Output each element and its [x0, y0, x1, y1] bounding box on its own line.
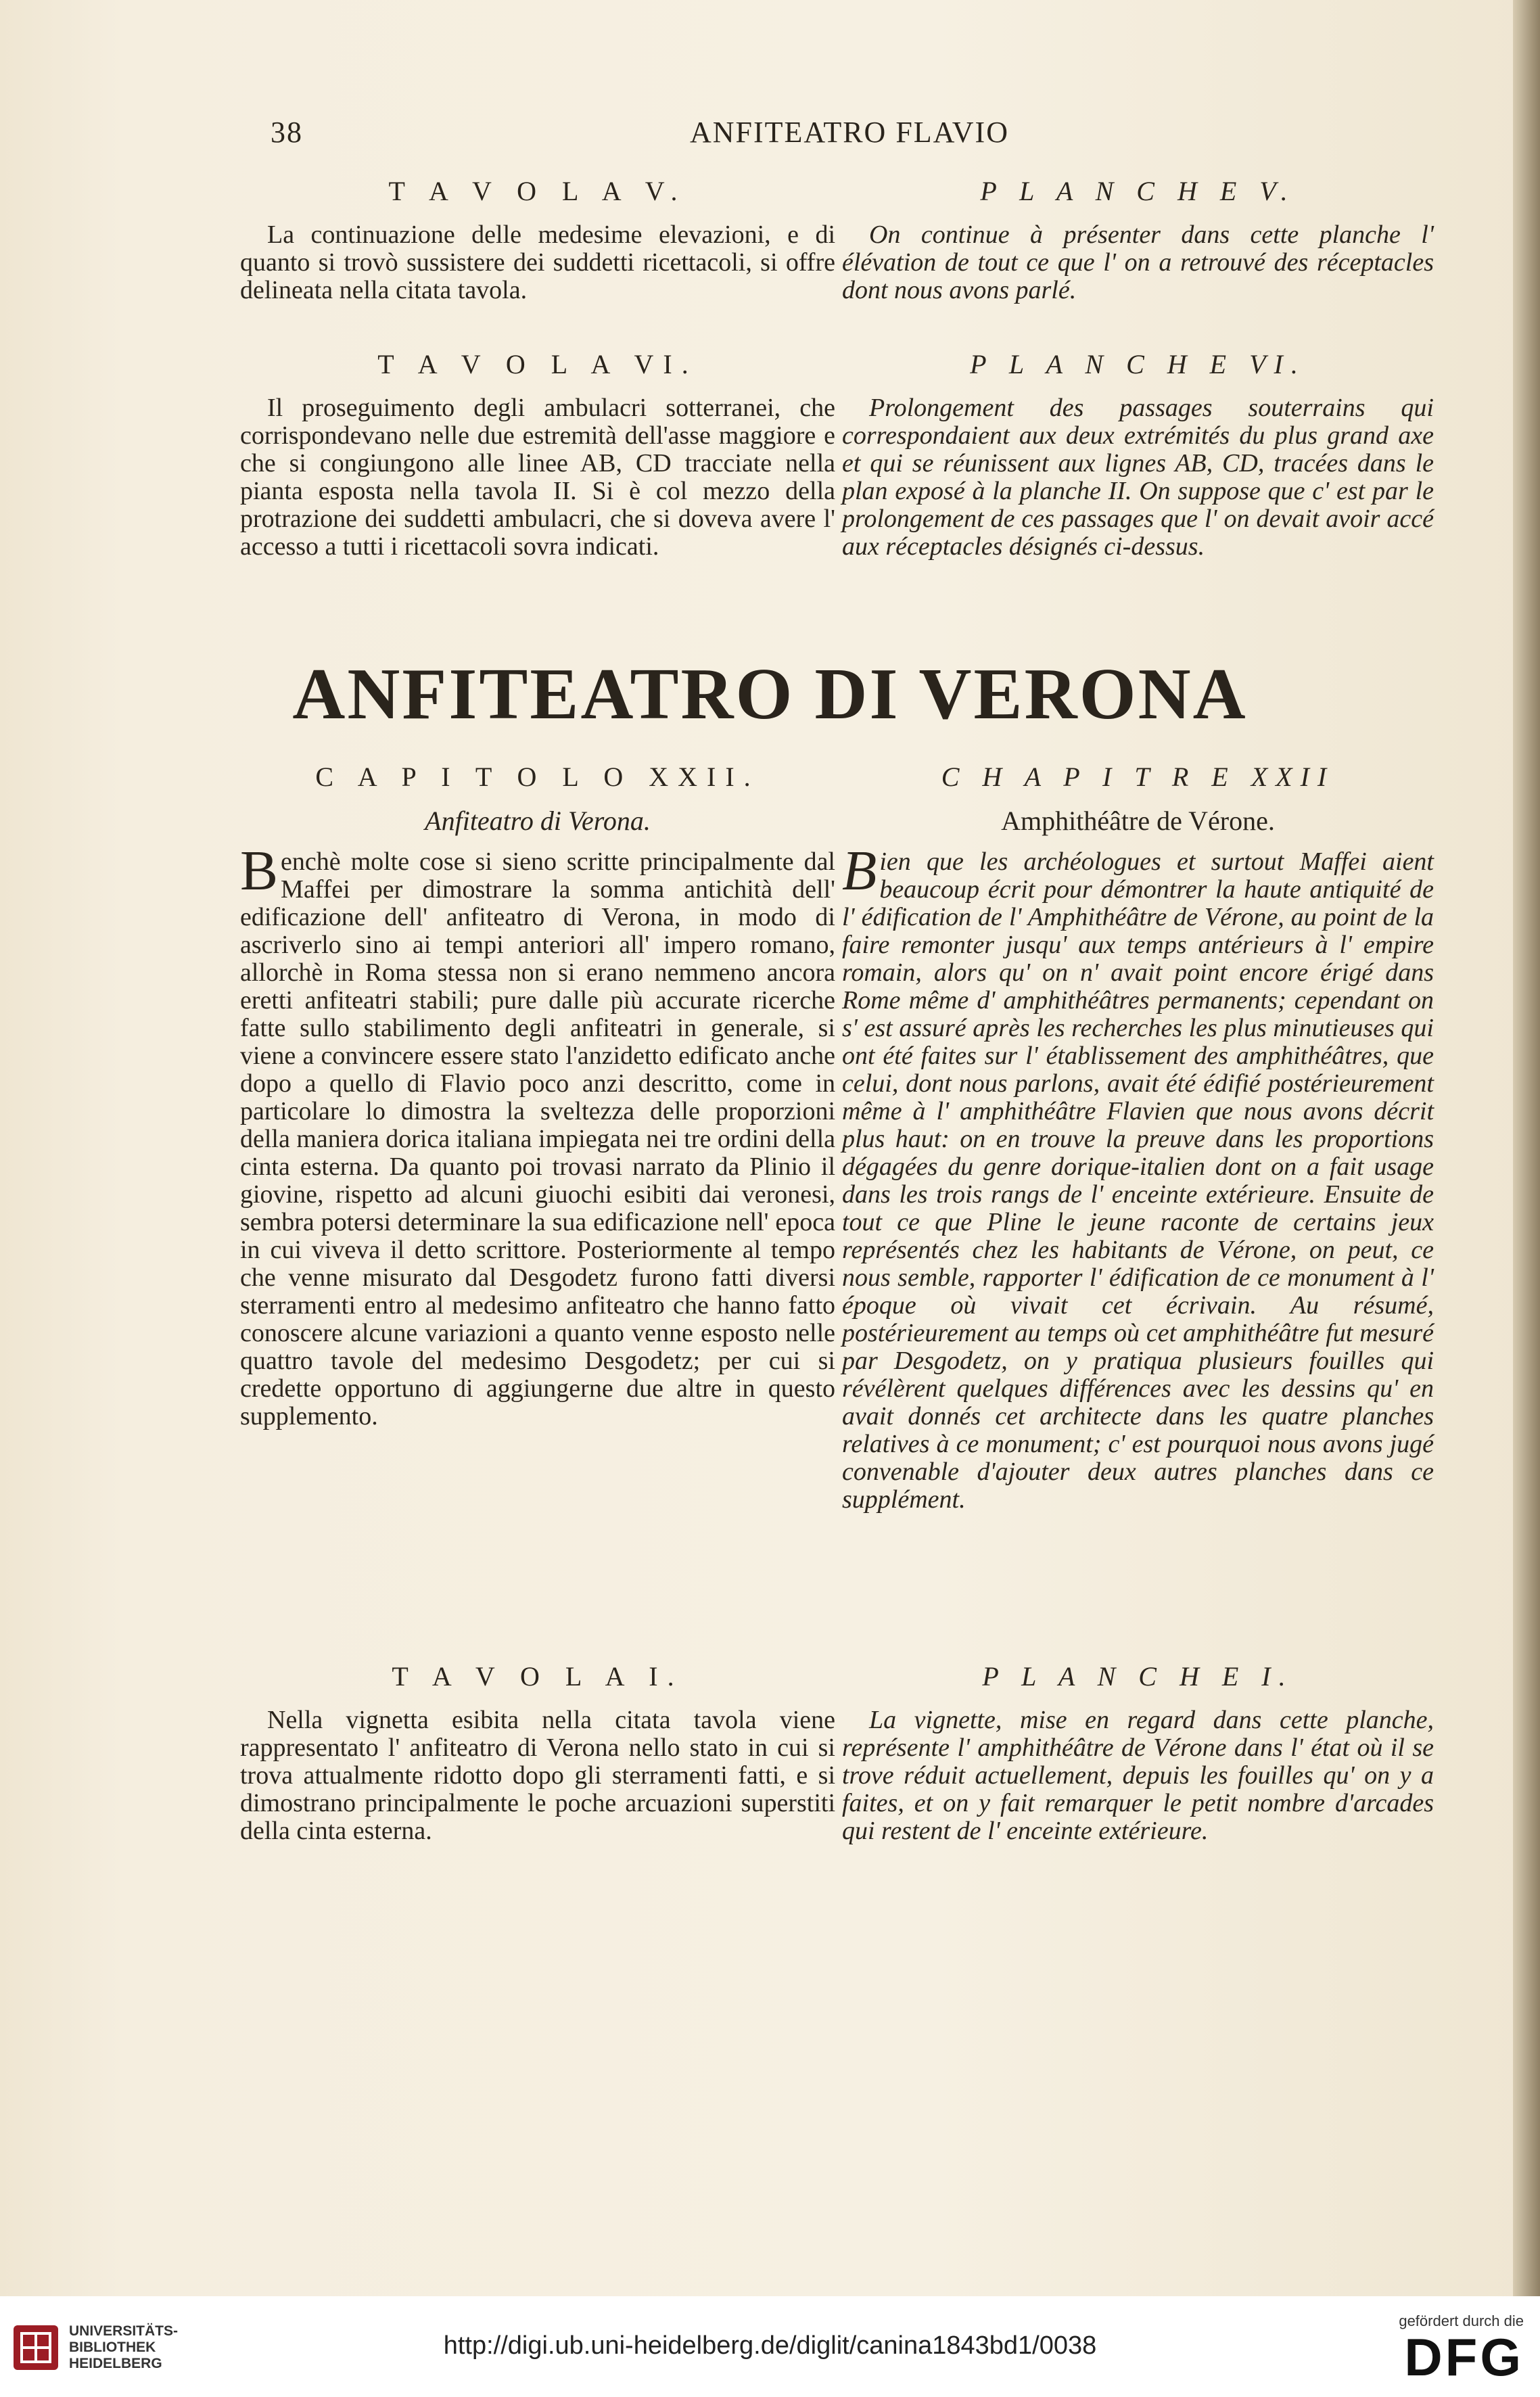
section-heading: P L A N C H E VI.: [970, 349, 1306, 379]
capitolo-xxii-italian: [240, 763, 835, 1430]
tavola-i-italian: [240, 1662, 835, 1845]
library-name: UNIVERSITÄTS- BIBLIOTHEK HEIDELBERG: [69, 2323, 179, 2371]
viewer-footer: [0, 2296, 1540, 2397]
tavola-v-italian: [240, 177, 835, 304]
section-heading: T A V O L A V.: [388, 176, 687, 206]
paragraph-text: enchè molte cose si sieno scritte principalmente dal Maffei per dimostrare la somma antichità dell' edificazione dell' anfiteatro di Verona, in modo di ascriverlo sino ai tempi anteriori all' impero romano, allorchè in Roma stessa non si erano nemmeno ancora eretti anfiteatri stabili; pure dalle più accurate ricerche fatte sullo stabilimento degli anfiteatri in generale, si viene a convincere essere stato l'anzidetto edificato anche dopo a quello di Flavio poco anzi descritto, come in particolare lo dimostra la sveltezza delle proporzioni della maniera dorica italiana impiegata nei tre ordini della cinta esterna. Da quanto poi trovasi narrato da Plinio il giovine, rispetto ad alcuni giuochi esibiti dai veronesi, sembra potersi determinare la sua edificazione nell' epoca in cui viveva il detto scrittore. Posteriormente al tempo che venne misurato dal Desgodetz furono fatti diversi sterramenti entro al medesimo anfiteatro che hanno fatto conoscere alcune variazioni a quanto venne esposto nelle quattro tavole del medesimo Desgodetz; per cui si credette opportuno di aggiungerne due altre in questo supplemento.: [240, 847, 835, 1430]
planche-v-french: [842, 177, 1434, 304]
paragraph: Il proseguimento degli ambulacri sotterranei, che corrispondevano nelle due estremità dell'asse maggiore e che si congiungono alle linee AB, CD tracciate nella pianta esposta nella tavola II. Si è col mezzo della protrazione dei suddetti ambulacri, che si doveva avere l' accesso a tutti i ricettacoli sovra indicati.: [240, 394, 835, 561]
running-title: ANFITEATRO FLAVIO: [690, 116, 1009, 149]
paragraph: Prolongement des passages souterrains qui correspondaient aux deux extrémités du plus grand axe et qui se réunissent aux lignes AB, CD, tracées dans le plan exposé à la planche II. On suppose que c' est par le prolongement de ces passages que l' on devait avoir accé aux réceptacles désignés ci-dessus.: [842, 394, 1434, 561]
chapter-subtitle: Amphithéâtre de Vérone.: [1001, 806, 1275, 836]
main-title: ANFITEATRO DI VERONA: [292, 654, 1248, 735]
paragraph: [842, 839, 1434, 1514]
book-spine: [1513, 0, 1540, 2296]
drop-cap: B: [240, 839, 279, 902]
dfg-wordmark: DFG: [1404, 2327, 1524, 2387]
section-heading: T A V O L A VI.: [377, 349, 698, 379]
paragraph: On continue à présenter dans cette planche l' élévation de tout ce que l' on a retrouvé des réceptacles dont nous avons parlé.: [842, 220, 1434, 304]
drop-cap: B: [842, 839, 877, 902]
tavola-vi-italian: [240, 350, 835, 561]
funding-note: gefördert durch die: [1399, 2312, 1524, 2329]
paragraph: [240, 839, 835, 1430]
chapter-subtitle: Anfiteatro di Verona.: [425, 806, 651, 836]
chapter-heading: C H A P I T R E XXII: [941, 762, 1335, 792]
planche-vi-french: [842, 350, 1434, 561]
section-heading: T A V O L A I.: [392, 1661, 684, 1692]
paragraph: La continuazione delle medesime elevazioni, e di quanto si trovò sussistere dei suddetti ricettacoli, si offre delineata nella citata tavola.: [240, 220, 835, 304]
page-number: 38: [271, 116, 303, 149]
chapter-heading: C A P I T O L O XXII.: [315, 762, 760, 792]
paragraph: La vignette, mise en regard dans cette planche, représente l' amphithéâtre de Vérone dans l' état où il se trove réduit actuellement, depuis les fouilles qu' on y a faites, et on y fait remarquer le petit nombre d'arcades qui restent de l' enceinte extérieure.: [842, 1706, 1434, 1845]
section-heading: P L A N C H E V.: [980, 176, 1296, 206]
permalink-url[interactable]: http://digi.ub.uni-heidelberg.de/diglit/canina1843bd1/0038: [443, 2331, 1097, 2360]
dfg-logo[interactable]: [1399, 2312, 1524, 2387]
paragraph-text: ien que les archéologues et surtout Maffei aient beaucoup écrit pour démontrer la haute antiquité de l' édification de l' Amphithéâtre de Vérone, au point de la faire remonter jusqu' aux temps antérieurs à l' empire romain, alors qu' on n' avait point encore érigé dans Rome même d' amphithéâtres permanents; cependant on s' est assuré après les recherches les plus minutieuses qui ont été faites sur l' établissement des amphithéâtres, que celui, dont nous parlons, avait été édifié postérieurement même à l' amphithéâtre Flavien que nous avons décrit plus haut: on en trouve la preuve dans les proportions dégagées du genre dorique-italien dont on a fait usage dans les trois rangs de l' enceinte extérieure. Ensuite de tout ce que Pline le jeune raconte de certains jeux représentés chez les habitants de Vérone, on peut, ce nous semble, rapporter l' édification de ce monument à l' époque où vivait cet écrivain. Au résumé, postérieurement au temps où cet amphithéâtre fut mesuré par Desgodetz, on y pratiqua plusieurs fouilles qui révélèrent quelques différences avec les dessins qu' en avait donnés cet architecte dans les quatre planches relatives à ce monument; c' est pourquoi nous avons jugé convenable d'ajouter deux autres planches dans ce supplément.: [842, 847, 1434, 1514]
paragraph: Nella vignetta esibita nella citata tavola viene rappresentato l' anfiteatro di Verona nello stato in cui si trova attualmente ridotto dopo gli sterramenti fatti, e si dimostrano principalmente le poche arcuazioni superstiti della cinta esterna.: [240, 1706, 835, 1845]
planche-i-french: [842, 1662, 1434, 1845]
chapitre-xxii-french: [842, 763, 1434, 1514]
section-heading: P L A N C H E I.: [982, 1661, 1294, 1692]
